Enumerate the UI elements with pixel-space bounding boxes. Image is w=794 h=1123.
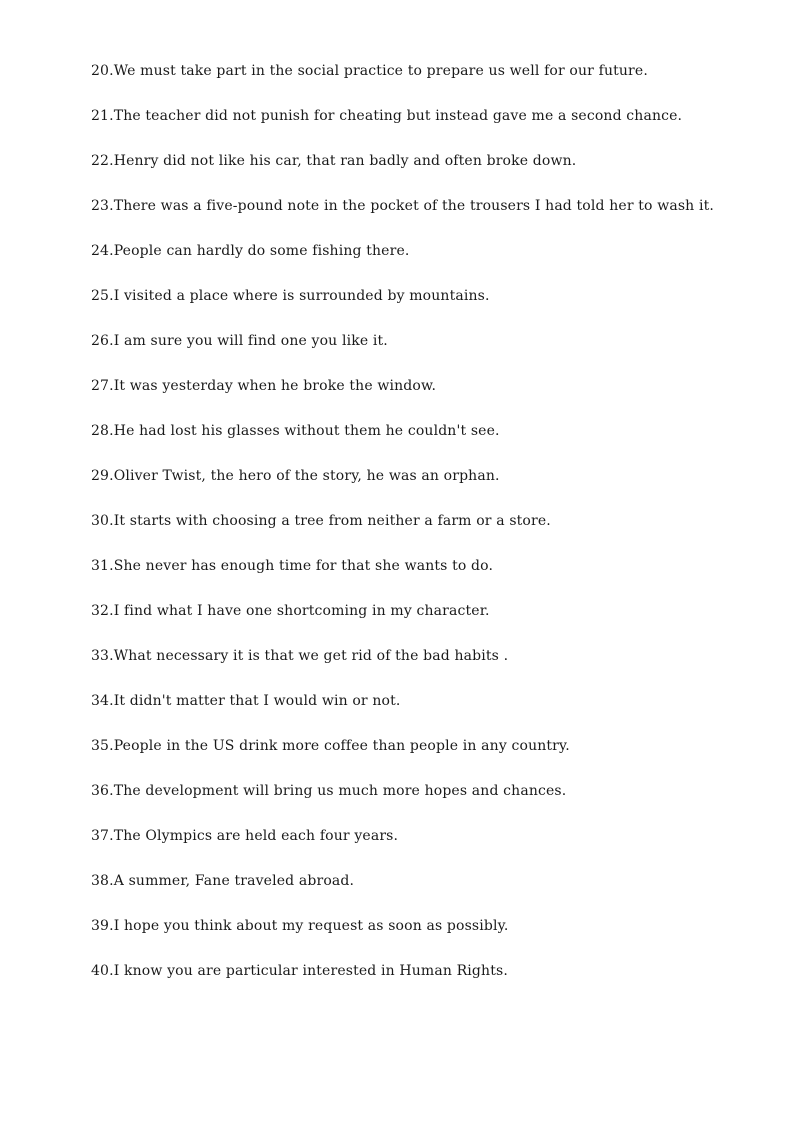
sentence-item: 40.I know you are particular interested in Human Rights. (91, 963, 508, 979)
sentence-list (60, 60, 738, 1005)
sentence-item: 30.It starts with choosing a tree from neither a farm or a store. (91, 513, 551, 529)
sentence-item: 20.We must take part in the social practice to prepare us well for our future. (91, 63, 648, 79)
sentence-item: 26.I am sure you will find one you like it. (91, 333, 388, 349)
sentence-item: 25.I visited a place where is surrounded by mountains. (91, 288, 490, 304)
sentence-item: 23.There was a five-pound note in the pocket of the trousers I had told her to wash it. (91, 198, 714, 214)
sentence-item: 21.The teacher did not punish for cheating but instead gave me a second chance. (91, 108, 683, 124)
sentence-item: 34.It didn't matter that I would win or not. (91, 693, 401, 709)
sentence-item: 39.I hope you think about my request as soon as possibly. (91, 918, 509, 934)
sentence-item: 31.She never has enough time for that she wants to do. (91, 558, 494, 574)
sentence-item: 24.People can hardly do some fishing there. (91, 243, 410, 259)
sentence-item: 27.It was yesterday when he broke the window. (91, 378, 437, 394)
sentence-item: 38.A summer, Fane traveled abroad. (91, 873, 355, 889)
sentence-item: 28.He had lost his glasses without them he couldn't see. (91, 423, 500, 439)
sentence-item: 35.People in the US drink more coffee than people in any country. (91, 738, 570, 754)
sentence-item: 37.The Olympics are held each four years. (91, 828, 399, 844)
sentence-item: 36.The development will bring us much more hopes and chances. (91, 783, 567, 799)
sentence-item: 32.I find what I have one shortcoming in my character. (91, 603, 490, 619)
sentence-item: 33.What necessary it is that we get rid of the bad habits . (91, 648, 509, 664)
sentence-item: 29.Oliver Twist, the hero of the story, he was an orphan. (91, 468, 500, 484)
sentence-item: 22.Henry did not like his car, that ran badly and often broke down. (91, 153, 577, 169)
